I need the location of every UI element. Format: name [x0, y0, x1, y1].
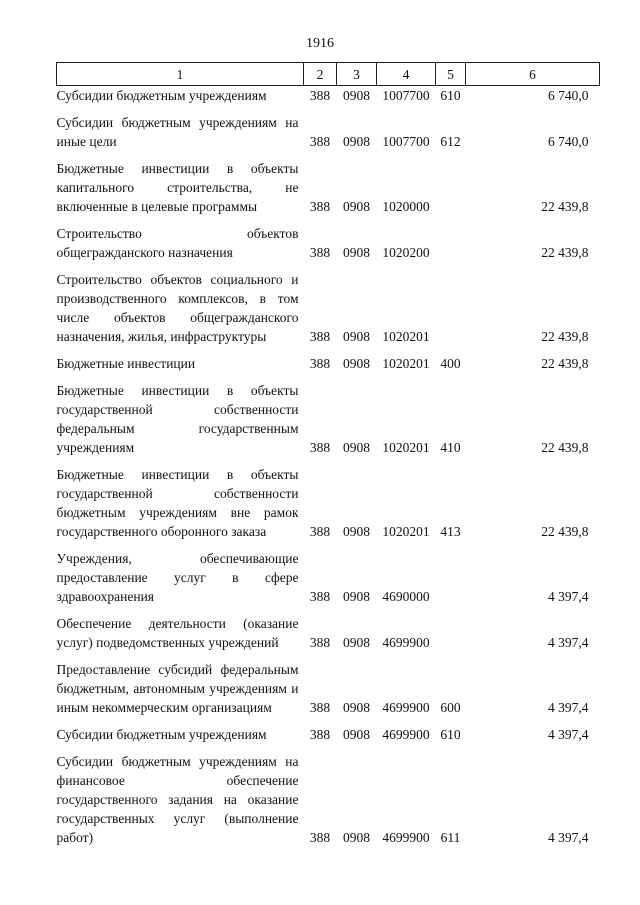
row-section-code: 0908: [343, 88, 370, 103]
row-target-code: 1020000: [382, 199, 430, 214]
row-target-code: 4699900: [382, 700, 430, 715]
row-name: Бюджетные инвестиции: [56, 356, 196, 371]
row-chapter-code: 388: [309, 88, 331, 103]
row-expense-type: 400: [440, 356, 461, 371]
row-section-code: 0908: [343, 727, 370, 742]
row-target-code: 4699900: [382, 635, 430, 650]
row-chapter-code: 388: [309, 700, 331, 715]
row-expense-type: 610: [440, 727, 461, 742]
row-amount: 6 740,0: [548, 134, 589, 149]
table-row: [57, 373, 600, 457]
table-row: [57, 652, 600, 717]
row-expense-type: [436, 151, 466, 216]
row-section-code: 0908: [343, 199, 370, 214]
row-expense-type: 611: [440, 830, 461, 845]
table-row: [57, 151, 600, 216]
table-header: [57, 63, 600, 86]
budget-table: [56, 62, 600, 847]
row-target-code: 1020201: [382, 356, 430, 371]
row-amount: 22 439,8: [541, 440, 589, 455]
row-section-code: 0908: [343, 134, 370, 149]
row-amount: 22 439,8: [541, 245, 589, 260]
row-amount: 4 397,4: [548, 589, 589, 604]
row-section-code: 0908: [343, 589, 370, 604]
table-row: [57, 86, 600, 106]
row-name: Строительство объектов общегражданского назначения: [56, 226, 299, 260]
header-col-1: 1: [57, 63, 304, 86]
row-target-code: 4699900: [382, 830, 430, 845]
header-col-5: 5: [436, 63, 466, 86]
row-expense-type: 600: [440, 700, 461, 715]
row-target-code: 1020201: [382, 329, 430, 344]
row-chapter-code: 388: [309, 589, 331, 604]
table-row: [57, 606, 600, 652]
row-chapter-code: 388: [309, 524, 331, 539]
row-expense-type: 410: [440, 440, 461, 455]
table-row: [57, 346, 600, 373]
table-row: [57, 457, 600, 541]
row-expense-type: 413: [440, 524, 461, 539]
row-chapter-code: 388: [309, 635, 331, 650]
row-section-code: 0908: [343, 524, 370, 539]
row-section-code: 0908: [343, 830, 370, 845]
row-chapter-code: 388: [309, 245, 331, 260]
row-chapter-code: 388: [309, 830, 331, 845]
row-name: Учреждения, обеспечивающие предоставление услуг в сфере здравоохранения: [56, 551, 299, 604]
row-expense-type: 612: [440, 134, 461, 149]
row-section-code: 0908: [343, 245, 370, 260]
row-target-code: 4699900: [382, 727, 430, 742]
row-target-code: 1020201: [382, 440, 430, 455]
table-row: [57, 262, 600, 346]
row-amount: 4 397,4: [548, 830, 589, 845]
row-amount: 6 740,0: [548, 88, 589, 103]
row-chapter-code: 388: [309, 134, 331, 149]
table-row: [57, 216, 600, 262]
header-col-4: 4: [377, 63, 436, 86]
row-target-code: 1020201: [382, 524, 430, 539]
row-chapter-code: 388: [309, 440, 331, 455]
row-amount: 22 439,8: [541, 199, 589, 214]
row-chapter-code: 388: [309, 329, 331, 344]
row-section-code: 0908: [343, 329, 370, 344]
table-row: [57, 541, 600, 606]
header-col-2: 2: [304, 63, 337, 86]
row-target-code: 1007700: [382, 88, 430, 103]
row-amount: 4 397,4: [548, 700, 589, 715]
row-name: Субсидии бюджетным учреждениям на финансовое обеспечение государственного задания на оказание государственных услуг (выполнение работ): [56, 754, 299, 845]
row-chapter-code: 388: [309, 199, 331, 214]
row-name: Субсидии бюджетным учреждениям: [56, 88, 267, 103]
row-expense-type: [436, 216, 466, 262]
row-target-code: 4690000: [382, 589, 430, 604]
row-name: Субсидии бюджетным учреждениям на иные цели: [56, 115, 299, 149]
row-name: Предоставление субсидий федеральным бюджетным, автономным учреждениям и иным некоммерческим организациям: [56, 662, 299, 715]
header-col-6: 6: [466, 63, 600, 86]
row-target-code: 1020200: [382, 245, 430, 260]
row-target-code: 1007700: [382, 134, 430, 149]
page-number: 1916: [306, 36, 334, 51]
row-name: Бюджетные инвестиции в объекты государственной собственности бюджетным учреждениям вне рамок государственного оборонного заказа: [56, 467, 299, 539]
row-chapter-code: 388: [309, 727, 331, 742]
row-expense-type: [436, 262, 466, 346]
table-row: [57, 744, 600, 847]
row-name: Бюджетные инвестиции в объекты капитального строительства, не включенные в целевые программы: [56, 161, 299, 214]
row-amount: 22 439,8: [541, 356, 589, 371]
row-name: Бюджетные инвестиции в объекты государственной собственности федеральным государственным учреждениям: [56, 383, 299, 455]
row-expense-type: [436, 606, 466, 652]
row-section-code: 0908: [343, 356, 370, 371]
table-row: [57, 105, 600, 151]
table-row: [57, 717, 600, 744]
row-expense-type: [436, 541, 466, 606]
row-name: Субсидии бюджетным учреждениям: [56, 727, 267, 742]
row-section-code: 0908: [343, 635, 370, 650]
row-amount: 4 397,4: [548, 727, 589, 742]
row-chapter-code: 388: [309, 356, 331, 371]
table-body: [57, 86, 600, 848]
row-section-code: 0908: [343, 440, 370, 455]
row-name: Строительство объектов социального и производственного комплексов, в том числе объектов общегражданского назначения, жилья, инфраструктуры: [56, 272, 299, 344]
row-amount: 22 439,8: [541, 524, 589, 539]
row-name: Обеспечение деятельности (оказание услуг) подведомственных учреждений: [56, 616, 299, 650]
row-expense-type: 610: [440, 88, 461, 103]
row-amount: 22 439,8: [541, 329, 589, 344]
row-amount: 4 397,4: [548, 635, 589, 650]
row-section-code: 0908: [343, 700, 370, 715]
header-col-3: 3: [337, 63, 377, 86]
